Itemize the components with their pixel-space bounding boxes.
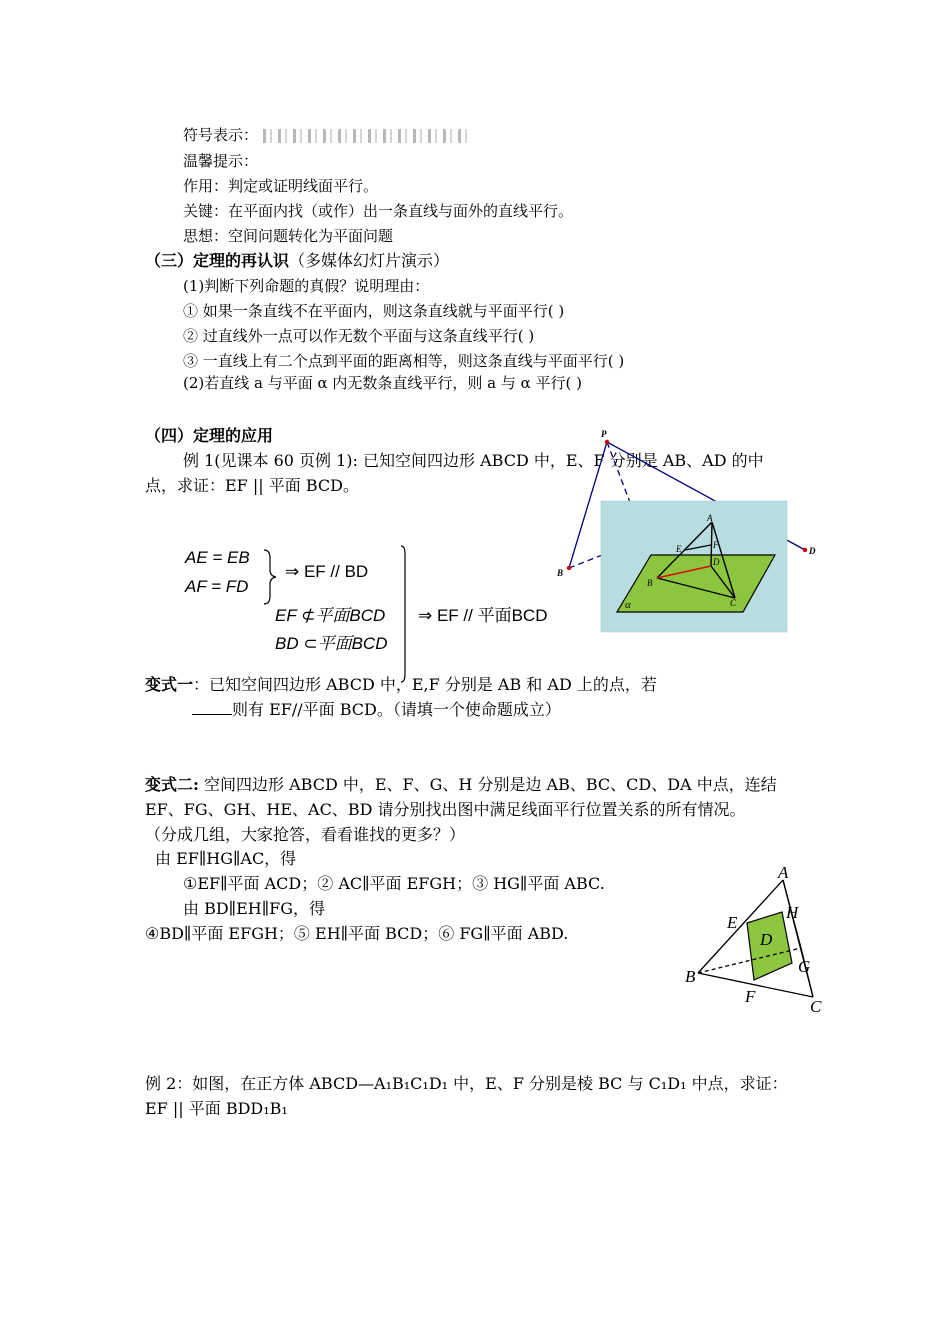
variant-1-label: 变式一 — [145, 675, 194, 694]
proof-ae-eb: AE = EB — [185, 548, 250, 567]
label-h: H — [786, 903, 799, 922]
variant-2-line-2: EF、FG、GH、HE、AC、BD 请分别找出图中满足线面平行位置关系的所有情况。 — [145, 800, 746, 819]
figure-pyramid-plane — [555, 428, 815, 638]
variant-2-label: 变式二: — [145, 775, 199, 794]
example-2-line-1: 例 2：如图，在正方体 ABCD—A₁B₁C₁D₁ 中，E、F 分别是棱 BC 与 C₁D₁ 中点，求证： — [145, 1074, 788, 1093]
label-c: C — [730, 598, 737, 608]
idea-line: 思想：空间问题转化为平面问题 — [183, 227, 394, 245]
tip-label: 温馨提示： — [183, 152, 259, 170]
label-d: D — [760, 930, 773, 949]
variant-2-line-6: 由 BD∥EH∥FG，得 — [183, 899, 325, 918]
label-e: E — [727, 913, 738, 932]
proof-brace-2 — [399, 544, 411, 684]
section-3-heading — [145, 251, 449, 271]
point-p — [605, 440, 609, 444]
variant-2-line-3: （分成几组，大家抢答，看看谁找的更多？） — [145, 825, 466, 844]
variant-1-text-1: ：已知空间四边形 ABCD 中，E,F 分别是 AB 和 AD 上的点，若 — [193, 675, 657, 694]
question-intro: (1)判断下列命题的真假？说明理由： — [183, 277, 430, 295]
symbol-label: 符号表示： — [183, 126, 259, 144]
label-a: A — [778, 863, 789, 882]
variant-1-line-1 — [145, 675, 657, 695]
label-d-inner: D — [713, 557, 720, 567]
example-1-line-1: 例 1(见课本 60 页例 1): 已知空间四边形 ABCD 中，E、F 分别是 AB、AD 的中 — [183, 451, 764, 470]
question-2: ② 过直线外一点可以作无数个平面与这条直线平行( ) — [183, 327, 535, 345]
section-3-heading-rest: （多媒体幻灯片演示） — [289, 251, 450, 270]
variant-2-text-1: 空间四边形 ABCD 中，E、F、G、H 分别是边 AB、BC、CD、DA 中点，连结 — [198, 775, 777, 794]
proof-brace-1 — [262, 548, 282, 608]
variant-2-line-4: 由 EF∥HG∥AC，得 — [155, 849, 297, 868]
variant-1-line-2 — [192, 700, 561, 720]
example-2-line-2: EF || 平面 BDD₁B₁ — [145, 1099, 288, 1118]
figure-tetrahedron-efgh — [680, 860, 840, 1020]
label-b-outer: B — [557, 568, 564, 578]
question-3: ③ 一直线上有二个点到平面的距离相等，则这条直线与平面平行( ) — [183, 352, 625, 370]
inset-panel — [601, 501, 787, 632]
variant-2-line-7: ④BD∥平面 EFGH；⑤ EH∥平面 BCD；⑥ FG∥平面 ABD. — [145, 924, 569, 943]
label-d-outer: D — [809, 546, 816, 556]
label-c: C — [810, 997, 822, 1016]
point-b-outer — [567, 566, 571, 570]
variant-1-text-2: 则有 EF//平面 BCD。（请填一个使命题成立） — [232, 700, 561, 719]
variant-2-line-1 — [145, 775, 777, 795]
symbol-line — [183, 125, 473, 145]
label-a: A — [707, 513, 713, 523]
label-alpha: α — [625, 599, 631, 611]
symbol-image-garbled — [263, 129, 473, 143]
section-3-heading-bold: （三）定理的再认识 — [145, 251, 290, 270]
point-d-outer — [803, 548, 807, 552]
key-line: 关键：在平面内找（或作）出一条直线与面外的直线平行。 — [183, 202, 574, 220]
use-line: 作用：判定或证明线面平行。 — [183, 177, 379, 195]
variant-2-line-5: ①EF∥平面 ACD；② AC∥平面 EFGH；③ HG∥平面 ABC. — [183, 874, 605, 893]
label-g: G — [798, 957, 811, 976]
question-4: (2)若直线 a 与平面 α 内无数条直线平行，则 a 与 α 平行( ) — [183, 374, 583, 392]
label-e: E — [676, 544, 682, 554]
label-b: B — [685, 967, 696, 986]
label-p: P — [601, 429, 607, 439]
section-4-heading: （四）定理的应用 — [145, 426, 274, 445]
label-b-inner: B — [647, 578, 653, 588]
example-1-line-2: 点，求证：EF || 平面 BCD。 — [145, 476, 359, 495]
proof-ef-not-in-plane: EF ⊄平面BCD — [275, 606, 386, 625]
label-f: F — [713, 540, 719, 550]
question-1: ① 如果一条直线不在平面内，则这条直线就与平面平行( ) — [183, 302, 565, 320]
fill-in-blank[interactable] — [192, 700, 232, 715]
proof-af-fd: AF = FD — [185, 577, 249, 596]
proof-implies-ef-bd: ⇒ EF // BD — [285, 562, 369, 581]
label-f: F — [745, 987, 756, 1006]
proof-bd-in-plane: BD ⊂平面BCD — [275, 634, 388, 653]
proof-implies-ef-plane: ⇒ EF // 平面BCD — [418, 606, 548, 625]
